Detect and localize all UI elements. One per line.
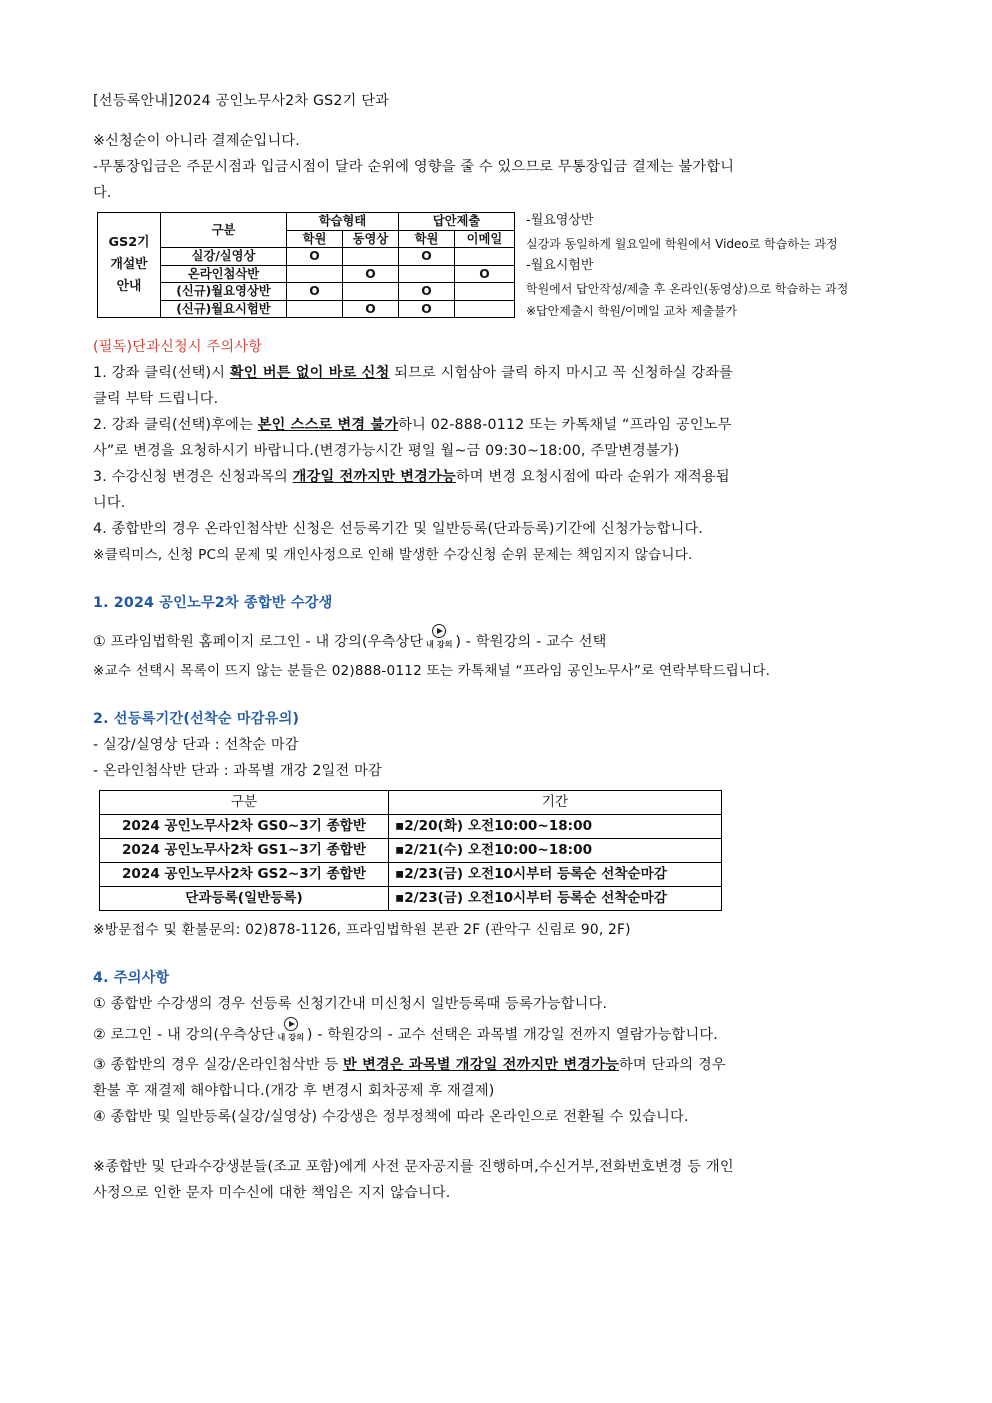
sub-header: 동영상 (343, 230, 399, 248)
caution-heading: (필독)단과신청시 주의사항 (93, 339, 263, 355)
table-cell: O (343, 265, 399, 283)
table-cell: O (287, 248, 343, 266)
section-1-heading: 1. 2024 공인노무2차 종합반 수강생 (93, 595, 333, 611)
caution-emphasis: 개강일 전까지만 변경가능 (292, 469, 456, 485)
table-cell: O (399, 248, 455, 266)
section-4-item-2 (93, 1017, 905, 1052)
table-cell: O (455, 265, 515, 283)
caution-text: 3. 수강신청 변경은 신청과목의 (93, 469, 293, 485)
period-value: ▪2/23(금) 오전10시부터 등록순 선착순마감 (389, 887, 722, 911)
period-name: 2024 공인노무사2차 GS0~3기 종합반 (100, 815, 389, 839)
step-text: ③ 종합반의 경우 실강/온라인첨삭반 등 (93, 1057, 344, 1073)
section-1-note: ※교수 선택시 목록이 뜨지 않는 분들은 02)888-0112 또는 카톡채널 “프라임 공인노무사”로 연락부탁드립니다. (93, 663, 771, 679)
section-4-heading: 4. 주의사항 (93, 970, 170, 986)
my-lecture-icon-label: 내 강의 (425, 640, 453, 649)
gs2-label-line: 안내 (116, 279, 142, 294)
table-row (100, 863, 722, 887)
caution-item-4: 4. 종합반의 경우 온라인첨삭반 신청은 선등록기간 및 일반등록(단과등록)기간에 신청가능합니다. (93, 521, 704, 537)
table-cell: O (287, 283, 343, 301)
caution-text: 1. 강좌 클릭(선택)시 (93, 365, 230, 381)
col-group-submit: 답안제출 (399, 213, 515, 231)
table-row (98, 248, 515, 266)
table-cell (455, 300, 515, 318)
section-4-item-3 (93, 1052, 905, 1078)
table-cell (287, 300, 343, 318)
table-row (98, 265, 515, 283)
row-name: 실강/실영상 (161, 248, 287, 266)
table-row (100, 815, 722, 839)
col-group-study: 학습형태 (287, 213, 399, 231)
section-4-item-3-cont: 환불 후 재결제 해야합니다.(개강 후 변경시 회차공제 후 재결제) (93, 1083, 495, 1099)
table-cell (343, 248, 399, 266)
period-name: 2024 공인노무사2차 GS2~3기 종합반 (100, 863, 389, 887)
gs2-label-line: GS2기 (108, 235, 150, 250)
caution-text: 되므로 시험삼아 클릭 하지 마시고 꼭 신청하실 강좌를 (389, 365, 734, 381)
step-emphasis: 반 변경은 과목별 개강일 전까지만 변경가능 (343, 1057, 620, 1073)
gs2-section (93, 212, 905, 324)
step-text: 하며 단과의 경우 (619, 1057, 726, 1073)
gs2-note: 학원에서 답안작성/제출 후 온라인(동영상)으로 학습하는 과정 (526, 281, 849, 296)
table-cell (455, 248, 515, 266)
footer-note: 사정으로 인한 문자 미수신에 대한 책임은 지지 않습니다. (93, 1185, 451, 1201)
table-row (100, 839, 722, 863)
section-4-item-4: ④ 종합반 및 일반등록(실강/실영상) 수강생은 정부정책에 따라 온라인으로 전환될 수 있습니다. (93, 1109, 689, 1125)
caution-item-3 (93, 464, 905, 490)
caution-item-2 (93, 412, 905, 438)
caution-text: 하며 변경 요청시점에 따라 순위가 재적용됩 (455, 469, 730, 485)
table-cell (343, 283, 399, 301)
intro-line: ※신청순이 아니라 결제순입니다. (93, 133, 300, 149)
caution-emphasis: 확인 버튼 없이 바로 신청 (229, 365, 390, 381)
document-title: [선등록안내]2024 공인노무사2차 GS2기 단과 (93, 93, 390, 109)
sub-header: 학원 (287, 230, 343, 248)
caution-emphasis: 본인 스스로 변경 불가 (257, 417, 399, 433)
table-row (98, 283, 515, 301)
section-2-heading: 2. 선등록기간(선착순 마감유의) (93, 711, 300, 727)
footer-note: ※종합반 및 단과수강생분들(조교 포함)에게 사전 문자공지를 진행하며,수신거부,전화번호변경 등 개인 (93, 1159, 734, 1175)
table-cell (455, 283, 515, 301)
gs2-label-line: 개설반 (110, 257, 148, 272)
period-value: ▪2/23(금) 오전10시부터 등록순 선착순마감 (389, 863, 722, 887)
gs2-label-cell (98, 213, 161, 318)
caution-text: 하니 02-888-0112 또는 카톡채널 “프라임 공인노무 (398, 417, 732, 433)
period-value: ▪2/20(화) 오전10:00~18:00 (389, 815, 722, 839)
col-header-gubun: 구분 (161, 213, 287, 248)
step-text: ) - 학원강의 - 교수 선택 (455, 634, 607, 650)
intro-line: 다. (93, 185, 112, 201)
table-cell: O (399, 300, 455, 318)
my-lecture-icon (424, 624, 454, 654)
gs2-note: -월요영상반 (526, 213, 594, 228)
section-4-item-1: ① 종합반 수강생의 경우 선등록 신청기간내 미신청시 일반등록때 등록가능합니다. (93, 996, 608, 1012)
row-name: (신규)월요시험반 (161, 300, 287, 318)
caution-note: ※클릭미스, 신청 PC의 문제 및 개인사정으로 인해 발생한 수강신청 순위 문제는 책임지지 않습니다. (93, 547, 693, 563)
table-row (100, 887, 722, 911)
step-text: ) - 학원강의 - 교수 선택은 과목별 개강일 전까지 열람가능합니다. (306, 1027, 718, 1043)
period-name: 단과등록(일반등록) (100, 887, 389, 911)
intro-line: -무통장입금은 주문시점과 입금시점이 달라 순위에 영향을 줄 수 있으므로 무통장입금 결제는 불가합니 (93, 159, 735, 175)
caution-item-3-cont: 니다. (93, 495, 126, 511)
period-header-gubun: 구분 (100, 791, 389, 815)
period-value: ▪2/21(수) 오전10:00~18:00 (389, 839, 722, 863)
table-cell: O (343, 300, 399, 318)
step-text: ② 로그인 - 내 강의(우측상단 (93, 1027, 275, 1043)
registration-period-table (99, 790, 722, 911)
table-row (98, 300, 515, 318)
section-2-note: ※방문접수 및 환불문의: 02)878-1126, 프라임법학원 본관 2F (관악구 신림로 90, 2F) (93, 922, 631, 938)
sub-header: 이메일 (455, 230, 515, 248)
section-2-line: - 실강/실영상 단과 : 선착순 마감 (93, 737, 299, 753)
step-text: ① 프라임법학원 홈페이지 로그인 - 내 강의(우측상단 (93, 634, 424, 650)
section-2-line: - 온라인첨삭반 단과 : 과목별 개강 2일전 마감 (93, 763, 382, 779)
section-1-step (93, 624, 905, 658)
table-cell (287, 265, 343, 283)
period-header-period: 기간 (389, 791, 722, 815)
my-lecture-icon (276, 1017, 306, 1047)
table-cell (399, 265, 455, 283)
row-name: 온라인첨삭반 (161, 265, 287, 283)
caution-text: 2. 강좌 클릭(선택)후에는 (93, 417, 258, 433)
my-lecture-icon-label: 내 강의 (277, 1033, 305, 1042)
table-cell: O (399, 283, 455, 301)
document-body (93, 88, 905, 1206)
gs2-course-table (97, 212, 515, 318)
gs2-note: 실강과 동일하게 월요일에 학원에서 Video로 학습하는 과정 (526, 236, 838, 251)
caution-item-2-cont: 사”로 변경을 요청하시기 바랍니다.(변경가능시간 평일 월~금 09:30~18:00, 주말변경불가) (93, 443, 680, 459)
caution-item-1-cont: 클릭 부탁 드립니다. (93, 391, 219, 407)
caution-item-1 (93, 360, 905, 386)
period-name: 2024 공인노무사2차 GS1~3기 종합반 (100, 839, 389, 863)
row-name: (신규)월요영상반 (161, 283, 287, 301)
gs2-note: -월요시험반 (526, 258, 594, 274)
gs2-note: ※답안제출시 학원/이메일 교차 제출불가 (526, 304, 738, 319)
sub-header: 학원 (399, 230, 455, 248)
gs2-notes (526, 210, 926, 323)
